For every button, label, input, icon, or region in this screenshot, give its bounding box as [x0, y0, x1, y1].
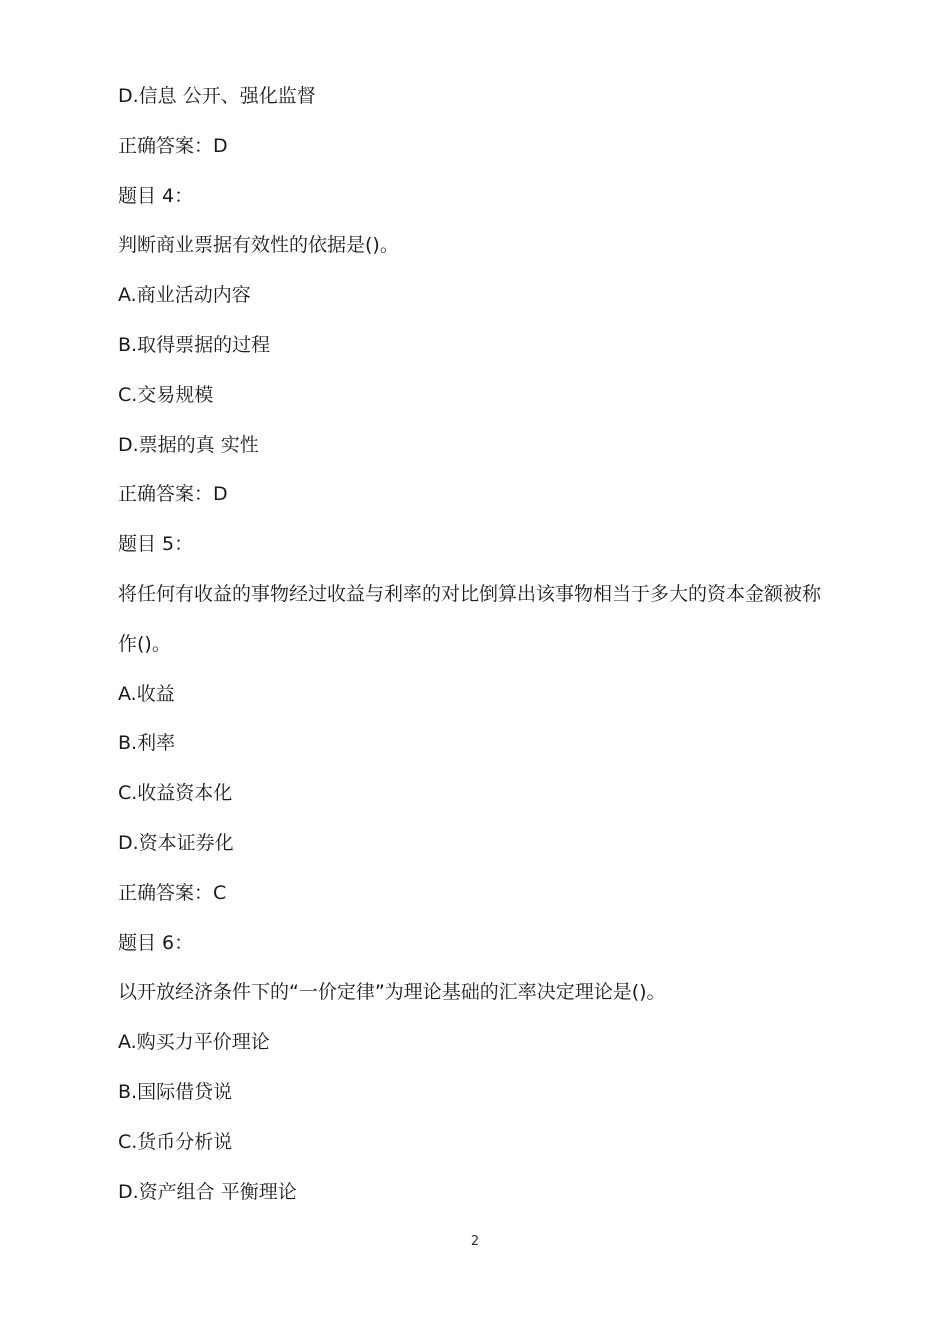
option-d-q6: D.资产组合 平衡理论 — [118, 1180, 297, 1203]
option-c-q6: C.货币分析说 — [118, 1130, 233, 1153]
page-content — [118, 78, 838, 1223]
option-a-q4: A.商业活动内容 — [118, 284, 251, 307]
question-4-text: 判断商业票据有效性的依据是()。 — [118, 234, 399, 257]
question-6-heading: 题目 6： — [118, 931, 194, 954]
option-a-q6: A.购买力平价理论 — [118, 1031, 270, 1054]
option-b-q6: B.国际借贷说 — [118, 1080, 233, 1103]
answer-q5: 正确答案：C — [118, 881, 227, 904]
option-c-q4: C.交易规模 — [118, 383, 214, 406]
question-6-text: 以开放经济条件下的“一价定律”为理论基础的汇率决定理论是()。 — [118, 981, 666, 1004]
question-5-text-line2: 作()。 — [118, 632, 171, 655]
option-d-q3: D.信息 公开、强化监督 — [118, 85, 316, 107]
option-b-q5: B.利率 — [118, 732, 176, 755]
question-4-heading: 题目 4： — [118, 184, 194, 207]
option-a-q5: A.收益 — [118, 682, 175, 705]
answer-q4: 正确答案：D — [118, 483, 228, 506]
answer-q3: 正确答案：D — [118, 134, 228, 157]
question-5-heading: 题目 5： — [118, 533, 194, 556]
question-5-text-line1: 将任何有收益的事物经过收益与利率的对比倒算出该事物相当于多大的资本金额被称 — [118, 582, 822, 605]
page-number: 2 — [470, 1234, 480, 1249]
option-d-q5: D.资本证券化 — [118, 831, 234, 854]
option-c-q5: C.收益资本化 — [118, 782, 233, 805]
option-d-q4: D.票据的真 实性 — [118, 433, 259, 456]
option-b-q4: B.取得票据的过程 — [118, 333, 271, 356]
